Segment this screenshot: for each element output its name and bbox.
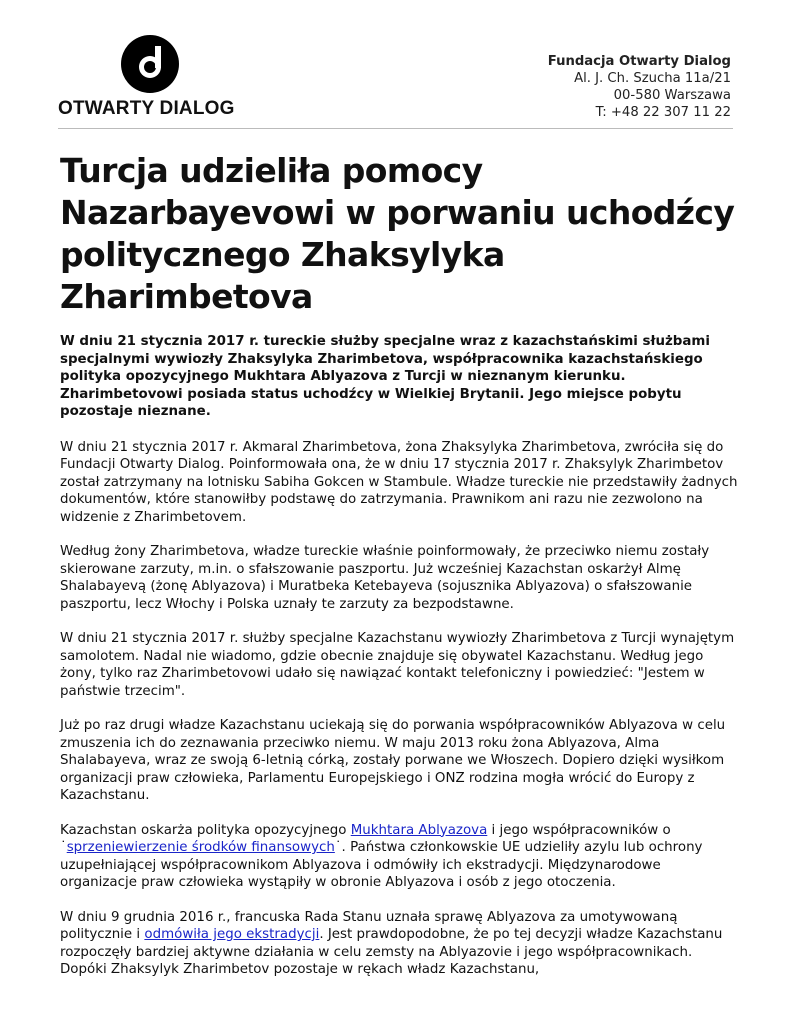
- organization-name: Fundacja Otwarty Dialog: [547, 54, 731, 69]
- paragraph-6: [60, 909, 740, 979]
- contact-block: [548, 53, 731, 121]
- link-embezzlement[interactable]: sprzeniewierzenie środków finansowych: [66, 840, 335, 855]
- logo: [58, 34, 248, 124]
- phone-number: T: +48 22 307 11 22: [595, 105, 731, 120]
- paragraph-6-text-start: W dniu 9 grudnia 2016 r., francuska Rada Stanu uznała sprawę Ablyazova za umotywowaną politycznie i: [60, 909, 678, 942]
- link-extradition-refused[interactable]: odmówiła jego ekstradycji: [144, 927, 320, 942]
- paragraph-5: [60, 822, 740, 892]
- article-title: Turcja udzieliła pomocy Nazarbayevowi w porwaniu uchodźcy politycznego Zhaksylyka Zharimbetova: [60, 151, 735, 316]
- logo-wordmark: OTWARTY DIALOG: [58, 98, 235, 119]
- link-mukhtara-ablyazova[interactable]: Mukhtara Ablyazova: [350, 822, 488, 838]
- paragraph-6-text-end: . Jest prawdopodobne, że po tej decyzji władze Kazachstanu rozpoczęły bardziej aktywne działania w celu zemsty na Ablyazovie i jego współpracownikach. Dopóki Zhaksylyk Zharimbetov pozostaje w rękach władz Kazachstanu,: [60, 927, 723, 977]
- paragraph-5-text-end: ˙. Państwa członkowskie UE udzieliły azylu lub ochrony uzupełniającej współpracownikom Ablyazova i odmówiły ich ekstradycji. Międzynarodowe organizacje praw człowieka wystąpiły w obronie Ablyazova i osób z jego otoczenia.: [60, 840, 703, 890]
- paragraph-4: Już po raz drugi władze Kazachstanu uciekają się do porwania współpracowników Ablyazova w celu zmuszenia ich do zeznawania przeciwko niemu. W maju 2013 roku żona Ablyazova, Alma Shalabayeva, wraz ze swoją 6-letnią córką, zostały porwane we Włoszech. Dopiero dzięki wysiłkom organizacji praw człowieka, Parlamentu Europejskiego i ONZ rodzina mogła wrócić do Europy z Kazachstanu.: [60, 718, 726, 803]
- article-body: [60, 333, 740, 996]
- otwarty-dialog-logo-icon: [120, 34, 180, 94]
- address-line-1: Al. J. Ch. Szucha 11a/21: [574, 71, 731, 86]
- paragraph-3: W dniu 21 stycznia 2017 r. służby specjalne Kazachstanu wywiozły Zharimbetova z Turcji wynajętym samolotem. Nadal nie wiadomo, gdzie obecnie znajduje się obywatel Kazachstanu. Według jego żony, tylko raz Zharimbetovowi udało się nawiązać kontakt telefoniczny i powiedzieć: "Jestem w państwie trzecim".: [60, 631, 735, 699]
- address-line-2: 00-580 Warszawa: [613, 88, 731, 103]
- paragraph-2: Według żony Zharimbetova, władze tureckie właśnie poinformowały, że przeciwko niemu zostały skierowane zarzuty, m.in. o sfałszowanie paszportu. Już wcześniej Kazachstan oskarżył Almę Shalabayevą (żonę Ablyazova) i Muratbeka Ketebayeva (sojusznika Ablyazova) o sfałszowanie paszportu, lecz Włochy i Polska uznały te zarzuty za bezpodstawne.: [60, 544, 710, 612]
- paragraph-5-text-start: Kazachstan oskarża polityka opozycyjnego: [60, 822, 351, 838]
- lead-paragraph: W dniu 21 stycznia 2017 r. tureckie służby specjalne wraz z kazachstańskimi służbami specjalnymi wywiozły Zhaksylyka Zharimbetova, współpracownika kazachstańskiego polityka opozycyjnego Mukhtara Ablyazova z Turcji w nieznanym kierunku. Zharimbetovowi posiada status uchodźcy w Wielkiej Brytanii. Jego miejsce pobytu pozostaje nieznane.: [60, 334, 710, 419]
- paragraph-5-text-middle: i jego współpracowników o ˙: [60, 822, 671, 855]
- paragraph-1: W dniu 21 stycznia 2017 r. Akmaral Zharimbetova, żona Zhaksylyka Zharimbetova, zwróciła się do Fundacji Otwarty Dialog. Poinformowała ona, że w dniu 17 stycznia 2017 r. Zhaksylyk Zharimbetov został zatrzymany na lotnisku Sabiha Gokcen w Stambule. Władze tureckie nie przedstawiły żadnych dokumentów, które stanowiłby podstawę do zatrzymania. Prawnikom ani razu nie zezwolono na widzenie z Zharimbetovem.: [60, 439, 738, 525]
- header-divider: [58, 128, 733, 129]
